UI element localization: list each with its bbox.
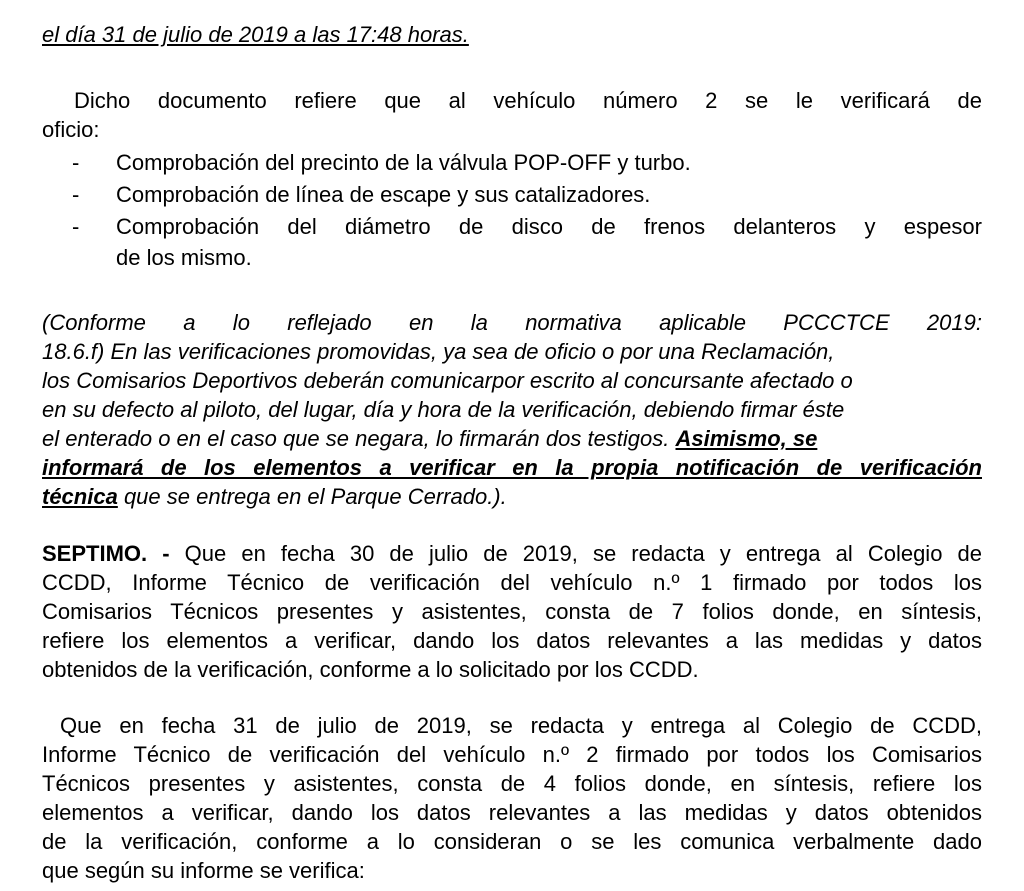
header-line: el día 31 de julio de 2019 a las 17:48 horas. xyxy=(42,22,469,47)
para2-line1: Que en fecha 31 de julio de 2019, se redacta y entrega al Colegio de CCDD, xyxy=(60,713,982,738)
note-line7 xyxy=(42,484,982,512)
note-line2: 18.6.f) En las verificaciones promovidas, ya sea de oficio o por una Reclamación, xyxy=(42,339,835,364)
septimo-label: SEPTIMO. - xyxy=(42,541,170,566)
list-dash-2: - xyxy=(72,182,80,207)
list-dash-1: - xyxy=(72,150,80,175)
note-line6-emphasis: informará de los elementos a verificar en la propia notificación de verificación xyxy=(42,455,982,480)
para1-line1: Dicho documento refiere que al vehículo número 2 se le verificará de xyxy=(74,88,982,113)
para1-line2: oficio: xyxy=(42,117,100,142)
list-item-2: Comprobación de línea de escape y sus catalizadores. xyxy=(116,182,651,207)
para2-line4: elementos a verificar, dando los datos relevantes a las medidas y datos obtenidos xyxy=(42,800,982,825)
septimo-line1 xyxy=(42,541,982,569)
septimo-line4: refiere los elementos a verificar, dando los datos relevantes a las medidas y datos xyxy=(42,628,982,653)
note-line5-emphasis: Asimismo, se xyxy=(675,426,818,451)
note-line4: en su defecto al piloto, del lugar, día y hora de la verificación, debiendo firmar éste xyxy=(42,397,845,422)
septimo-line3: Comisarios Técnicos presentes y asistentes, consta de 7 folios donde, en síntesis, xyxy=(42,599,982,624)
note-line7-text: que se entrega en el Parque Cerrado.). xyxy=(117,484,507,509)
para2-line2: Informe Técnico de verificación del vehículo n.º 2 firmado por todos los Comisarios xyxy=(42,742,982,767)
list-item-3-line2: de los mismo. xyxy=(116,245,252,270)
septimo-line2: CCDD, Informe Técnico de verificación del vehículo n.º 1 firmado por todos los xyxy=(42,570,982,595)
para2-line3: Técnicos presentes y asistentes, consta de 4 folios donde, en síntesis, refiere los xyxy=(42,771,982,796)
para2-line6: que según su informe se verifica: xyxy=(42,858,365,883)
note-line5 xyxy=(42,426,982,454)
septimo-line5: obtenidos de la verificación, conforme a lo solicitado por los CCDD. xyxy=(42,657,699,682)
list-dash-3: - xyxy=(72,214,80,239)
note-line1: (Conforme a lo reflejado en la normativa aplicable PCCCTCE 2019: xyxy=(42,310,982,335)
list-item-3-line1: Comprobación del diámetro de disco de frenos delanteros y espesor xyxy=(116,214,982,239)
para2-line5: de la verificación, conforme a lo consideran o se les comunica verbalmente dado xyxy=(42,829,982,854)
note-line7-emphasis: técnica xyxy=(42,484,118,509)
septimo-line1-text: Que en fecha 30 de julio de 2019, se redacta y entrega al Colegio de xyxy=(169,541,983,566)
note-line3: los Comisarios Deportivos deberán comunicarpor escrito al concursante afectado o xyxy=(42,368,853,393)
note-line5-text: el enterado o en el caso que se negara, lo firmarán dos testigos. xyxy=(42,426,676,451)
list-item-1: Comprobación del precinto de la válvula POP-OFF y turbo. xyxy=(116,150,691,175)
